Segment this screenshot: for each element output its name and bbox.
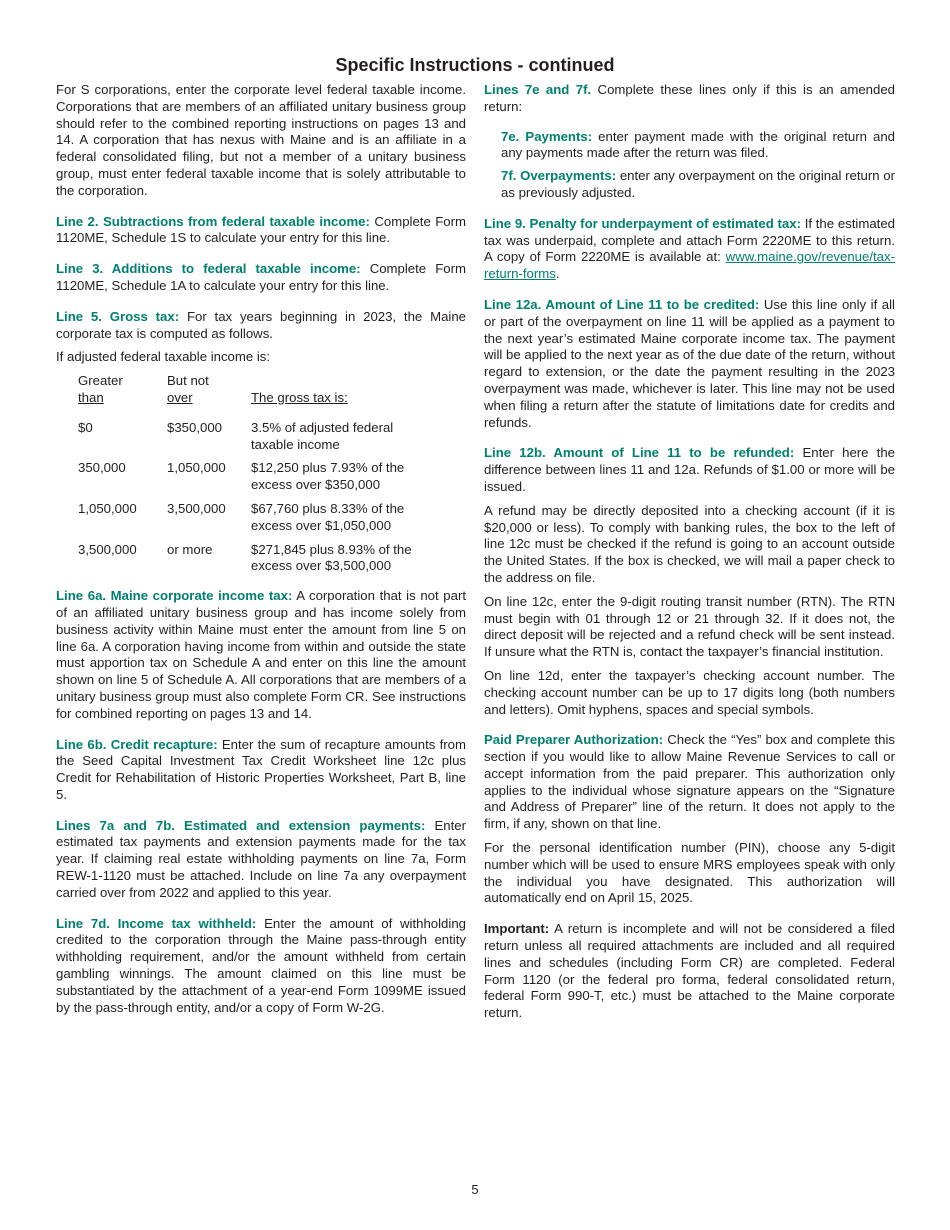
paid-preparer-paragraph <box>484 732 895 833</box>
line9-heading: Line 9. Penalty for underpayment of estimated tax: <box>484 215 801 231</box>
header-over: over <box>167 389 193 405</box>
line2-paragraph <box>56 214 466 248</box>
line3-heading: Line 3. Additions to federal taxable income: <box>56 261 361 277</box>
line3-text: Complete Form 1120ME, Schedule 1A to calculate your entry for this line. <box>56 261 466 293</box>
gross-tax-table <box>78 373 451 575</box>
line5-lead: If adjusted federal taxable income is: <box>56 349 271 365</box>
important-heading: Important: <box>484 921 550 937</box>
table-row <box>78 535 451 576</box>
line12a-heading: Line 12a. Amount of Line 11 to be credited: <box>484 296 760 312</box>
line7e-paragraph <box>484 129 895 163</box>
cell-greater-than: 1,050,000 <box>78 500 137 516</box>
line12c-paragraph: On line 12c, enter the 9-digit routing transit number (RTN). The RTN must begin with 01 through 12 or 21 through 32. If it does not, the direct deposit will be rejected and a refund check will be sent instead. If unsure what the RTN is, contact the taxpayer’s financial institution. <box>484 593 895 660</box>
line7d-text: Enter the amount of withholding credited to the corporation through the Maine pass-through entity withholding requirement, and/or the amount withheld from certain gambling winnings. The amount claimed on this line must be substantiated by the attachment of a year-end Form 1099ME issued by the pass-through entity, and/or a copy of Form W-2G. <box>56 915 466 1015</box>
left-column <box>56 82 466 1016</box>
table-row <box>78 453 451 494</box>
cell-but-not-over: $350,000 <box>167 419 223 435</box>
line7d-paragraph <box>56 916 466 1017</box>
cell-gross-tax: $271,845 plus 8.93% of the excess over $3,500,000 <box>251 541 412 574</box>
line12d-paragraph: On line 12d, enter the taxpayer’s checking account number. The checking account number can be up to 17 digits long (both numbers and letters). Omit hyphens, spaces and special symbols. <box>484 667 895 717</box>
line7f-paragraph <box>484 168 895 202</box>
line6a-text: A corporation that is not part of an affiliated unitary business group and has income solely from business activity within Maine must enter the amount from line 5 on line 6a. A corporation having income from within and outside the state must apportion tax on Schedule A and enter on this line the amount shown on line 5 of Schedule A. All corporations that are members of a unitary business group must also complete Form CR. See instructions for combined reporting on pages 13 and 14. <box>56 588 467 721</box>
page-number: 5 <box>471 1182 479 1197</box>
page-title: Specific Instructions - continued <box>335 55 615 75</box>
line7e-heading: 7e. Payments: <box>501 128 593 144</box>
line12b-text: Enter here the difference between lines 11 and 12a. Refunds of $1.00 or more will be issued. <box>484 445 896 494</box>
cell-greater-than: 350,000 <box>78 460 126 476</box>
line12b-heading: Line 12b. Amount of Line 11 to be refunded: <box>484 445 795 461</box>
header-gross-tax: The gross tax is: <box>251 389 348 405</box>
cell-greater-than: $0 <box>78 419 93 435</box>
line6b-text: Enter the sum of recapture amounts from the Seed Capital Investment Tax Credit Worksheet line 12c plus Credit for Rehabilitation of Historic Properties Worksheet, Part B, line 5. <box>56 736 466 802</box>
line5-paragraph <box>56 309 466 343</box>
line7ab-text: Enter estimated tax payments and extension payments made for the tax year. If claiming real estate withholding payments on line 7a, Form REW-1-1120 must be attached. Include on line 7a any overpayment carried over from 2022 and applied to this year. <box>56 817 466 900</box>
table-header-row <box>78 373 451 407</box>
refund-direct-deposit-paragraph: A refund may be directly deposited into a checking account (if it is $20,000 or less). To comply with banking rules, the box to the left of line 12c must be checked if the refund is going to an account outside the United States. If the box is checked, we will mail a paper check to the address on file. <box>484 502 895 585</box>
cell-but-not-over: or more <box>167 541 213 557</box>
line7ab-paragraph <box>56 818 466 902</box>
line2-text: Complete Form 1120ME, Schedule 1S to calculate your entry for this line. <box>56 213 467 246</box>
table-row <box>78 494 451 535</box>
line3-paragraph <box>56 261 466 295</box>
line5-text: For tax years beginning in 2023, the Maine corporate tax is computed as follows. <box>56 308 467 341</box>
line7ef-heading: Lines 7e and 7f. <box>484 82 592 97</box>
line7f-heading: 7f. Overpayments: <box>501 168 617 184</box>
important-paragraph <box>484 921 895 1022</box>
line7ef-paragraph <box>484 82 895 116</box>
line12b-paragraph <box>484 445 895 495</box>
line6b-heading: Line 6b. Credit recapture: <box>56 736 218 752</box>
table-row <box>78 407 451 454</box>
line7d-heading: Line 7d. Income tax withheld: <box>56 915 257 931</box>
line7e-text: enter payment made with the original return and any payments made after the return was filed. <box>501 128 895 161</box>
line6a-paragraph <box>56 588 466 722</box>
line6a-heading: Line 6a. Maine corporate income tax: <box>56 588 293 604</box>
tax-forms-link[interactable]: www.maine.gov/revenue/tax-return-forms <box>484 249 895 282</box>
line9-paragraph <box>484 216 895 283</box>
line7ef-text: Complete these lines only if this is an amended return: <box>484 82 896 114</box>
line9-end: . <box>555 266 560 282</box>
important-text: A return is incomplete and will not be considered a filed return unless all required attachments are included and all required lines and schedules (including Form CR) are completed. Federal Form 1120 (or the federal pro forma, federal consolidated return, federal Form 990-T, etc.) must be attached to the Maine corporate return. <box>484 921 896 1021</box>
line6b-paragraph <box>56 737 466 804</box>
line12a-text: Use this line only if all or part of the overpayment on line 11 will be applied as a payment to the next year’s estimated Maine corporate income tax. The payment will be applied to the next year as of the due date of the return, without regard to extension, or the date the payment resulting in the 2023 overpayment was made, whichever is later. This line may not be used when filing a return after the statute of limitations date for credits and refunds. <box>484 296 895 430</box>
line5-heading: Line 5. Gross tax: <box>56 308 180 324</box>
cell-gross-tax: $12,250 plus 7.93% of the excess over $350,000 <box>251 460 405 493</box>
line7f-text: enter any overpayment on the original return or as previously adjusted. <box>501 168 895 200</box>
line12a-paragraph <box>484 297 895 431</box>
cell-but-not-over: 1,050,000 <box>167 460 226 476</box>
paid-preparer-text: Check the “Yes” box and complete this section if you would like to allow Maine Revenue Services to call or accept information from the paid preparer. This authorization only applies to the individual whose signature appears on the “Signature and Address of Preparer” line of the return. It does not apply to the firm, if any, shown on that line. <box>484 732 895 832</box>
header-greater: Greater <box>78 373 123 389</box>
right-column <box>484 82 895 1022</box>
cell-but-not-over: 3,500,000 <box>167 500 226 516</box>
cell-gross-tax: 3.5% of adjusted federal taxable income <box>251 419 394 452</box>
line9-text: If the estimated tax was underpaid, complete and attach Form 2220ME to this return. A copy of Form 2220ME is available at: <box>484 215 895 265</box>
header-but-not: But not <box>167 373 209 389</box>
paid-preparer-heading: Paid Preparer Authorization: <box>484 732 664 748</box>
cell-gross-tax: $67,760 plus 8.33% of the excess over $1,050,000 <box>251 500 405 533</box>
cell-greater-than: 3,500,000 <box>78 541 137 557</box>
header-than: than <box>78 389 104 405</box>
line7ab-heading: Lines 7a and 7b. Estimated and extension payments: <box>56 817 426 833</box>
line2-heading: Line 2. Subtractions from federal taxable income: <box>56 213 370 229</box>
pin-paragraph: For the personal identification number (PIN), choose any 5-digit number which will be used to ensure MRS employees speak with only the individual you have designated. This authorization will automatically end on April 15, 2025. <box>484 840 895 906</box>
intro-paragraph: For S corporations, enter the corporate level federal taxable income. Corporations that are members of an affiliated unitary business group should refer to the combined reporting instructions on pages 13 and 14. A corporation that has nexus with Maine and is an affiliate in a federal consolidated filing, but not a member of a unitary business group, must enter federal taxable income that is solely attributable to the corporation. <box>56 82 466 198</box>
